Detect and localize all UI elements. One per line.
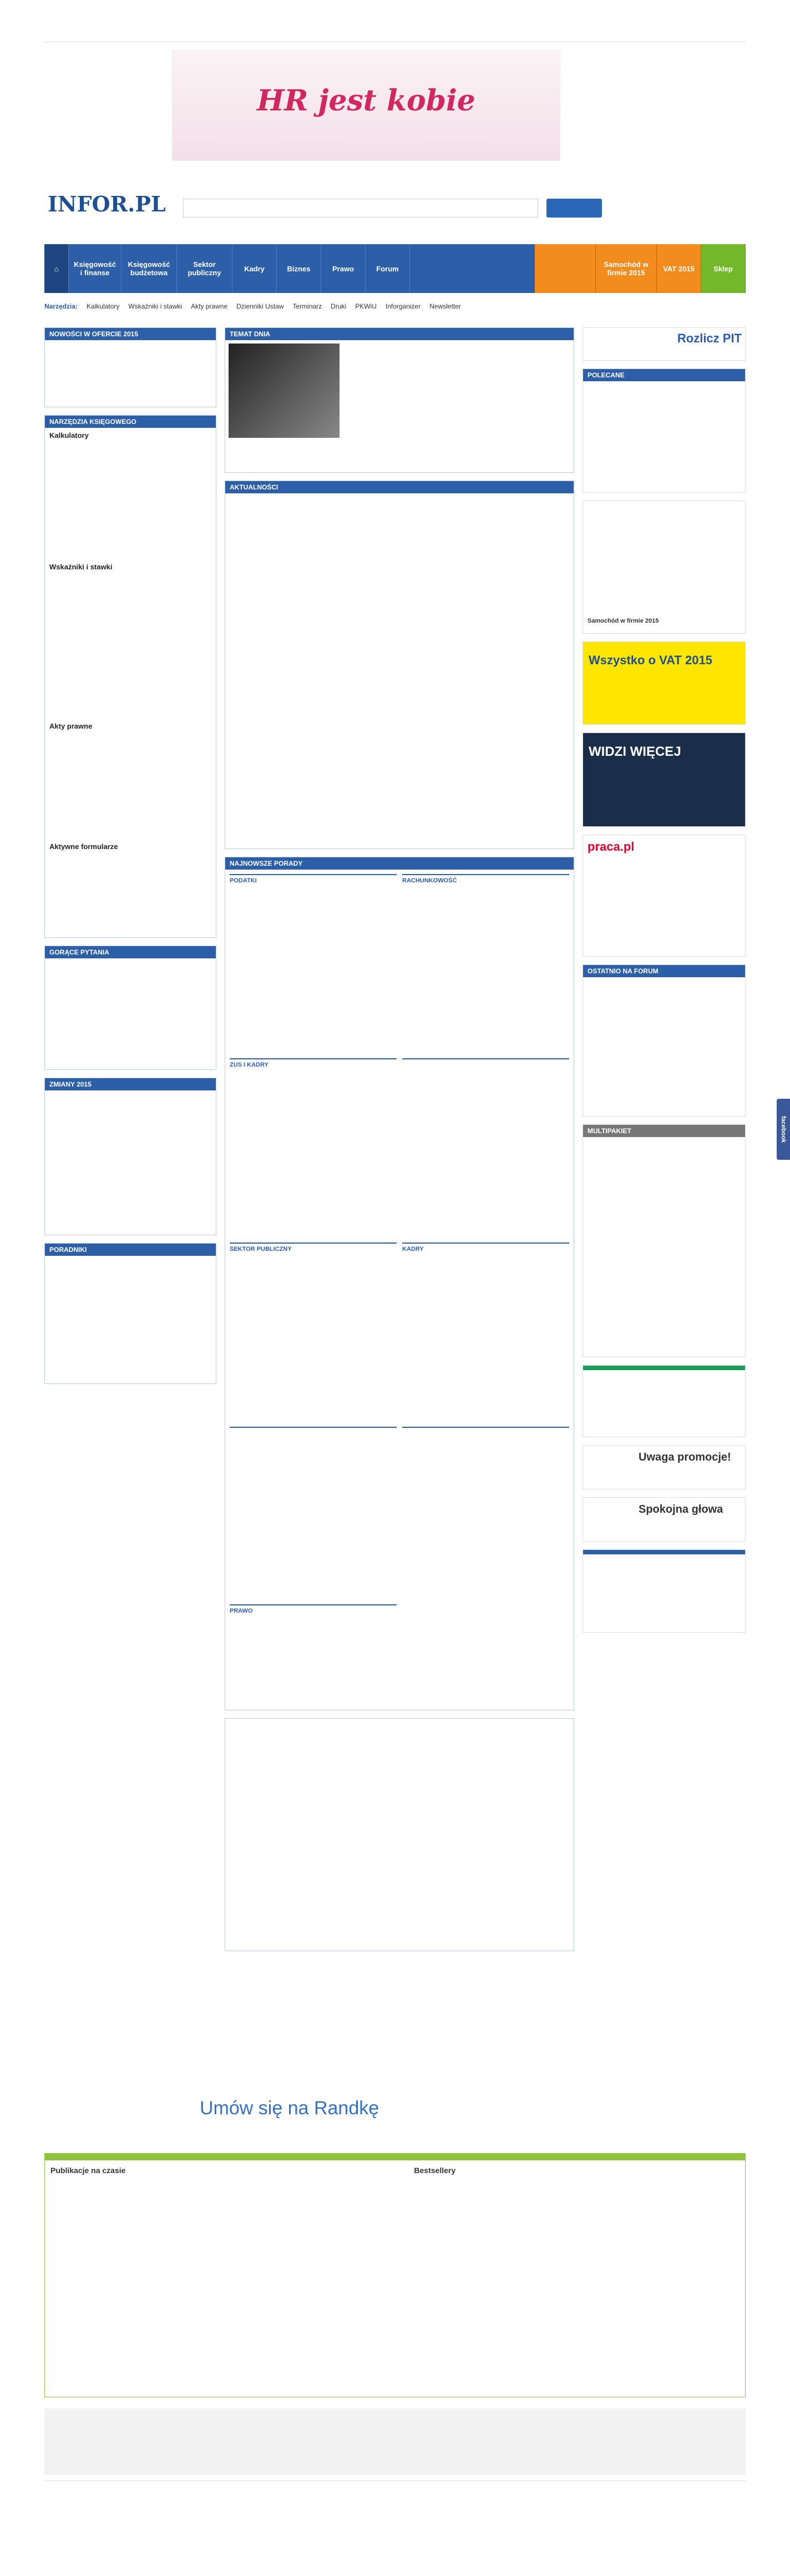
novelty-title: NOWOŚCI W OFERCIE 2015 [45,328,216,340]
card-cat[interactable]: SEKTOR PUBLICZNY [230,1246,292,1252]
porady-card [230,1604,397,1705]
top-banner[interactable] [172,50,560,161]
tool-newsletter[interactable]: Newsletter [429,302,461,310]
tool-kalkulatory[interactable]: Kalkulatory [87,302,120,310]
card-cat[interactable]: RACHUNKOWOŚĆ [402,877,457,884]
book-box[interactable] [583,501,746,634]
form-title: Aktywne formularze [49,842,118,851]
form-list [45,854,216,937]
pit-box[interactable] [583,327,746,361]
porady-title: NAJNOWSZE PORADY [225,857,574,870]
tool-akty[interactable]: Akty prawne [191,302,228,310]
forum-box [583,964,746,1117]
porady-card [402,874,569,1053]
ad-title[interactable]: Umów się na Randkę [200,2098,379,2119]
novelty-items [45,340,216,407]
porady-card [402,1058,569,1237]
eksperci-box[interactable] [583,1549,746,1633]
subaru-ad-title: WIDZI WIĘCEJ [589,744,681,759]
card-cat[interactable] [402,1428,569,1432]
spok-title: Spokojna głowa [639,1503,723,1516]
banner-text: HR jest kobie [257,84,475,118]
tools-bar [44,300,746,313]
search-input[interactable] [183,199,538,218]
porady-card [402,1427,569,1599]
multi-box[interactable] [583,1124,746,1357]
forum-title: OSTATNIO NA FORUM [583,965,745,977]
akt-title: AKTUALNOŚCI [225,481,574,493]
wsk-title: Wskaźniki i stawki [49,563,113,571]
akty-title: Akty prawne [49,722,93,730]
nav-spacer [410,244,535,293]
porady-card [230,1427,397,1599]
porady-card [230,874,397,1053]
topic-box [225,327,574,473]
tool-druki[interactable]: Druki [331,302,347,310]
polecane-title: POLECANE [583,369,745,381]
tool-dzienniki[interactable]: Dzienniki Ustaw [236,302,284,310]
akt-box [225,481,574,849]
card-cat[interactable] [402,1059,569,1064]
guides-title: PORADNIKI [45,1244,216,1256]
nav-biznes[interactable]: Biznes [277,244,321,293]
changes-list [45,1090,216,1235]
calc-title: Kalkulatory [49,431,89,440]
calc-list [45,443,216,559]
vat-ad-title: Wszystko o VAT 2015 [589,653,712,667]
nav-forum[interactable]: Forum [366,244,410,293]
shop-title [45,2154,745,2160]
shop-box [44,2153,746,2397]
dziennik-title [583,1366,745,1370]
nav-kodeks[interactable] [535,244,596,293]
changes-title: ZMIANY 2015 [45,1078,216,1090]
wsk-list [45,574,216,719]
footer-boxes [44,2408,746,2475]
nav-budzetowa[interactable]: Księgowość budżetowa [121,244,177,293]
card-cat[interactable]: KADRY [402,1246,424,1252]
promo-box[interactable] [638,189,743,232]
hot-title: GORĄCE PYTANIA [45,946,216,958]
nav-vat[interactable]: VAT 2015 [657,244,701,293]
infor-logo[interactable]: INFOR.PL [48,191,166,216]
tool-pkwiu[interactable]: PKWiU [355,302,377,310]
nav-sklep[interactable]: Sklep [701,244,746,293]
novelty-box [44,327,216,407]
right-column [583,327,746,1640]
tool-terminarz[interactable]: Terminarz [292,302,322,310]
porady-card [230,1058,397,1237]
nav-sektor[interactable]: Sektor publiczny [177,244,232,293]
vat-ad[interactable] [583,642,746,725]
book-title: Samochód w firmie 2015 [588,618,659,624]
shop-col2: Bestsellery [414,2166,456,2175]
search-button[interactable] [546,199,602,218]
hot-list [45,958,216,1069]
hot-box [44,946,216,1070]
topic-image[interactable] [229,344,340,438]
nav-kadry[interactable]: Kadry [232,244,277,293]
tool-inforganizer[interactable]: Inforganizer [385,302,421,310]
guides-box [44,1243,216,1384]
facebook-tab[interactable]: facebook [777,1099,790,1160]
akty-list [45,734,216,839]
forum-list [583,977,745,1116]
subaru-ad[interactable] [583,733,746,827]
card-cat[interactable]: PRAWO [230,1608,253,1614]
center-column [225,327,574,1959]
ifk-box [225,1718,574,1951]
card-cat[interactable] [230,1428,397,1432]
narzedzia-box [44,415,216,938]
polecane-list [583,381,745,492]
nav-prawo[interactable]: Prawo [321,244,366,293]
multi-title: MULTIPAKIET [583,1125,745,1137]
porady-card [230,1242,397,1421]
polecane-box [583,368,746,493]
shop-col1: Publikacje na czasie [50,2166,126,2175]
changes-box [44,1078,216,1235]
nav-ksiegowosc[interactable]: Księgowość i finanse [69,244,121,293]
akt-list [225,493,574,848]
tool-wskazniki[interactable]: Wskaźniki i stawki [128,302,183,310]
spok-ad[interactable] [583,1497,746,1542]
topic-title: TEMAT DNIA [225,328,574,340]
praca-title: praca.pl [588,840,635,853]
porady-card [402,1242,569,1421]
footer-links [44,2481,746,2530]
tools-label: Narzędzia: [44,302,78,310]
card-cat[interactable]: ZUS I KADRY [230,1062,269,1068]
nav-samochod[interactable]: Samochód w firmie 2015 [596,244,657,293]
cookie-bar [33,3,754,24]
porady-box [225,857,574,1710]
pit-title: Rozlicz PIT [677,331,742,345]
porady-grid [225,870,574,1710]
guides-list [45,1256,216,1383]
portal-bar [44,28,746,42]
narzedzia-title: NARZĘDZIA KSIĘGOWEGO [45,416,216,428]
home-icon[interactable]: ⌂ [44,244,69,293]
main-nav [44,244,746,293]
eksperci-title [583,1550,745,1554]
dziennik-box [583,1365,746,1437]
praca-box[interactable] [583,835,746,957]
left-column [44,327,216,1392]
dziennik-list [583,1370,745,1437]
uwaga-title: Uwaga promocje! [639,1451,731,1463]
uwaga-ad[interactable] [583,1445,746,1489]
card-cat[interactable]: PODATKI [230,877,257,884]
